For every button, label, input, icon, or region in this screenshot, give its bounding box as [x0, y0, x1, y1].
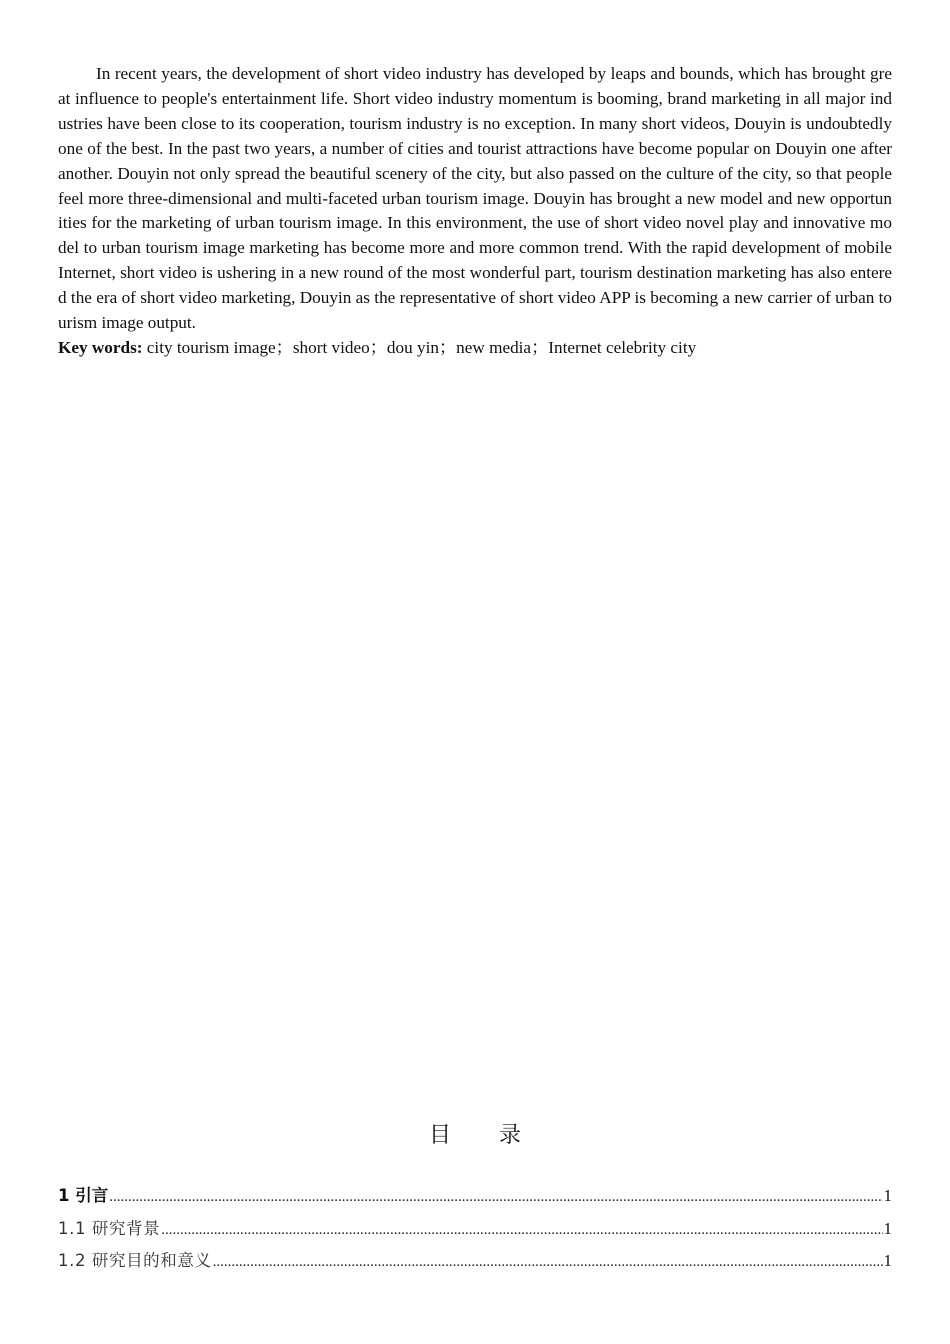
toc-entry-introduction[interactable]	[58, 1182, 892, 1215]
toc-entry-page: 1	[883, 1186, 892, 1205]
toc-entry-research-purpose[interactable]	[58, 1247, 892, 1280]
table-of-contents	[58, 1182, 892, 1280]
abstract-section	[58, 62, 892, 361]
toc-entry-label: 1.1 研究背景	[58, 1218, 161, 1238]
abstract-paragraph: In recent years, the development of short video industry has developed by leaps and bounds, which has brought great influence to people's entertainment life. Short video industry momentum is booming, brand marketing in all major industries have been close to its cooperation, tourism industry is no exception. In many short videos, Douyin is undoubtedly one of the best. In the past two years, a number of cities and tourist attractions have become popular on Douyin one after another. Douyin not only spread the beautiful scenery of the city, but also passed on the culture of the city, so that people feel more three-dimensional and multi-faceted urban tourism image. Douyin has brought a new model and new opportunities for the marketing of urban tourism image. In this environment, the use of short video novel play and innovative model to urban tourism image marketing has become more and more common trend. With the rapid development of mobile Internet, short video is ushering in a new round of the most wonderful part, tourism destination marketing has also entered the era of short video marketing, Douyin as the representative of short video APP is becoming a new carrier of urban tourism image output.	[58, 64, 892, 333]
toc-dot-leader	[161, 1222, 882, 1239]
keywords-label: Key words:	[58, 337, 143, 357]
toc-entry-page: 1	[883, 1218, 892, 1238]
toc-title	[0, 1118, 950, 1149]
toc-entry-label: 1 引言	[58, 1186, 109, 1205]
toc-title-char-2: 录	[499, 1123, 522, 1148]
keywords-text: city tourism image；short video；dou yin；new media；Internet celebrity city	[142, 337, 697, 357]
toc-dot-leader	[109, 1189, 882, 1206]
toc-dot-leader	[213, 1254, 883, 1271]
toc-entry-label: 1.2 研究目的和意义	[58, 1251, 212, 1270]
toc-title-char-1: 目	[428, 1123, 451, 1148]
toc-entry-page: 1	[883, 1251, 892, 1270]
keywords-line	[58, 336, 892, 361]
toc-entry-research-background[interactable]	[58, 1215, 892, 1248]
